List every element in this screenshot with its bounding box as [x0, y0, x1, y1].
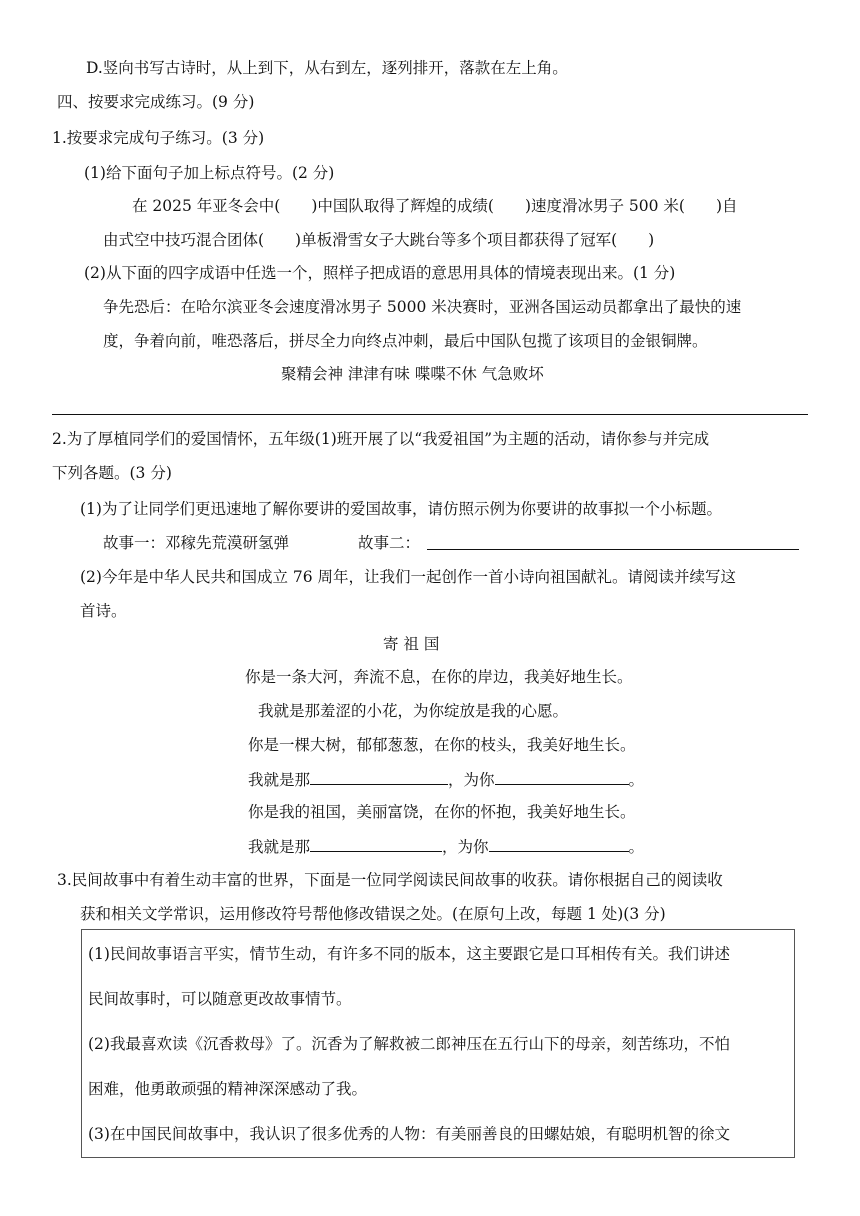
q1-sub1-title: (1)给下面句子加上标点符号。(2 分) — [84, 164, 335, 182]
poem-line-4 — [248, 769, 644, 790]
q1-sub2-example-line1: 争先恐后：在哈尔滨亚冬会速度滑冰男子 5000 米决赛时，亚洲各国运动员都拿出了最快的速 — [103, 298, 742, 316]
poem-line-1: 你是一条大河，奔流不息，在你的岸边，我美好地生长。 — [245, 668, 633, 686]
q1-sub2-example-line2: 度，争着向前，唯恐落后，拼尽全力向终点冲刺，最后中国队包揽了该项目的金银铜牌。 — [103, 332, 708, 350]
poem-line-6-middle: ，为你 — [442, 838, 489, 856]
option-d: D.竖向书写古诗时，从上到下，从右到左，逐列排开，落款在左上角。 — [86, 59, 568, 77]
idiom-choices: 聚精会神 津津有味 喋喋不休 气急败坏 — [281, 365, 544, 383]
poem-blank-2[interactable] — [495, 769, 629, 785]
q1-sub1-line2: 由式空中技巧混合团体( )单板滑雪女子大跳台等多个项目都获得了冠军( ) — [103, 231, 655, 249]
q1-title: 1.按要求完成句子练习。(3 分) — [52, 129, 265, 147]
story-one: 故事一：邓稼先荒漠研氢弹 — [103, 534, 290, 552]
q1-sub1-line1: 在 2025 年亚冬会中( )中国队取得了辉煌的成绩( )速度滑冰男子 500 米( )自 — [132, 197, 738, 215]
poem-blank-1[interactable] — [310, 769, 448, 785]
q2-sub1-title: (1)为了让同学们更迅速地了解你要讲的爱国故事，请仿照示例为你要讲的故事拟一个小标题。 — [80, 500, 722, 518]
q3-title-line2: 获和相关文学常识，运用修改符号帮他修改错误之处。(在原句上改，每题 1 处)(3 分) — [80, 905, 666, 923]
q2-title-line1: 2.为了厚植同学们的爱国情怀，五年级(1)班开展了以“我爱祖国”为主题的活动，请你参与并完成 — [52, 430, 710, 448]
poem-line-4-middle: ，为你 — [448, 771, 495, 789]
answer-line[interactable] — [52, 414, 808, 415]
q3-item1-line2: 民间故事时，可以随意更改故事情节。 — [88, 990, 352, 1008]
story-two-blank[interactable] — [427, 534, 799, 550]
q3-item2-line2: 困难，他勇敢顽强的精神深深感动了我。 — [88, 1080, 368, 1098]
q2-title-line2: 下列各题。(3 分) — [52, 464, 172, 482]
poem-line-2: 我就是那羞涩的小花，为你绽放是我的心愿。 — [258, 702, 569, 720]
poem-line-6-end: 。 — [628, 838, 645, 856]
poem-line-5: 你是我的祖国，美丽富饶，在你的怀抱，我美好地生长。 — [248, 803, 636, 821]
poem-line-6-prefix: 我就是那 — [248, 838, 311, 856]
poem-blank-4[interactable] — [489, 836, 629, 852]
poem-line-4-prefix: 我就是那 — [248, 771, 311, 789]
poem-line-3: 你是一棵大树，郁郁葱葱，在你的枝头，我美好地生长。 — [248, 736, 636, 754]
q3-item2-line1: (2)我最喜欢读《沉香救母》了。沉香为了解救被二郎神压在五行山下的母亲，刻苦练功，不怕 — [88, 1035, 730, 1053]
q1-sub2-title: (2)从下面的四字成语中任选一个，照样子把成语的意思用具体的情境表现出来。(1 分) — [84, 264, 676, 282]
poem-blank-3[interactable] — [310, 836, 442, 852]
story-two-label: 故事二： — [358, 534, 421, 552]
q3-item3-line1: (3)在中国民间故事中，我认识了很多优秀的人物：有美丽善良的田螺姑娘，有聪明机智的徐文 — [88, 1125, 730, 1143]
poem-line-6 — [248, 836, 644, 857]
q2-sub2-title-line1: (2)今年是中华人民共和国成立 76 周年，让我们一起创作一首小诗向祖国献礼。请阅读并续写这 — [80, 568, 737, 586]
q2-sub2-title-line2: 首诗。 — [80, 602, 127, 620]
poem-line-4-end: 。 — [628, 771, 645, 789]
poem-title: 寄 祖 国 — [383, 635, 440, 653]
q3-item1-line1: (1)民间故事语言平实，情节生动，有许多不同的版本，这主要跟它是口耳相传有关。我们讲述 — [88, 945, 730, 963]
section-heading: 四、按要求完成练习。(9 分) — [57, 93, 255, 111]
q3-title-line1: 3.民间故事中有着生动丰富的世界，下面是一位同学阅读民间故事的收获。请你根据自己的阅读收 — [57, 871, 723, 889]
